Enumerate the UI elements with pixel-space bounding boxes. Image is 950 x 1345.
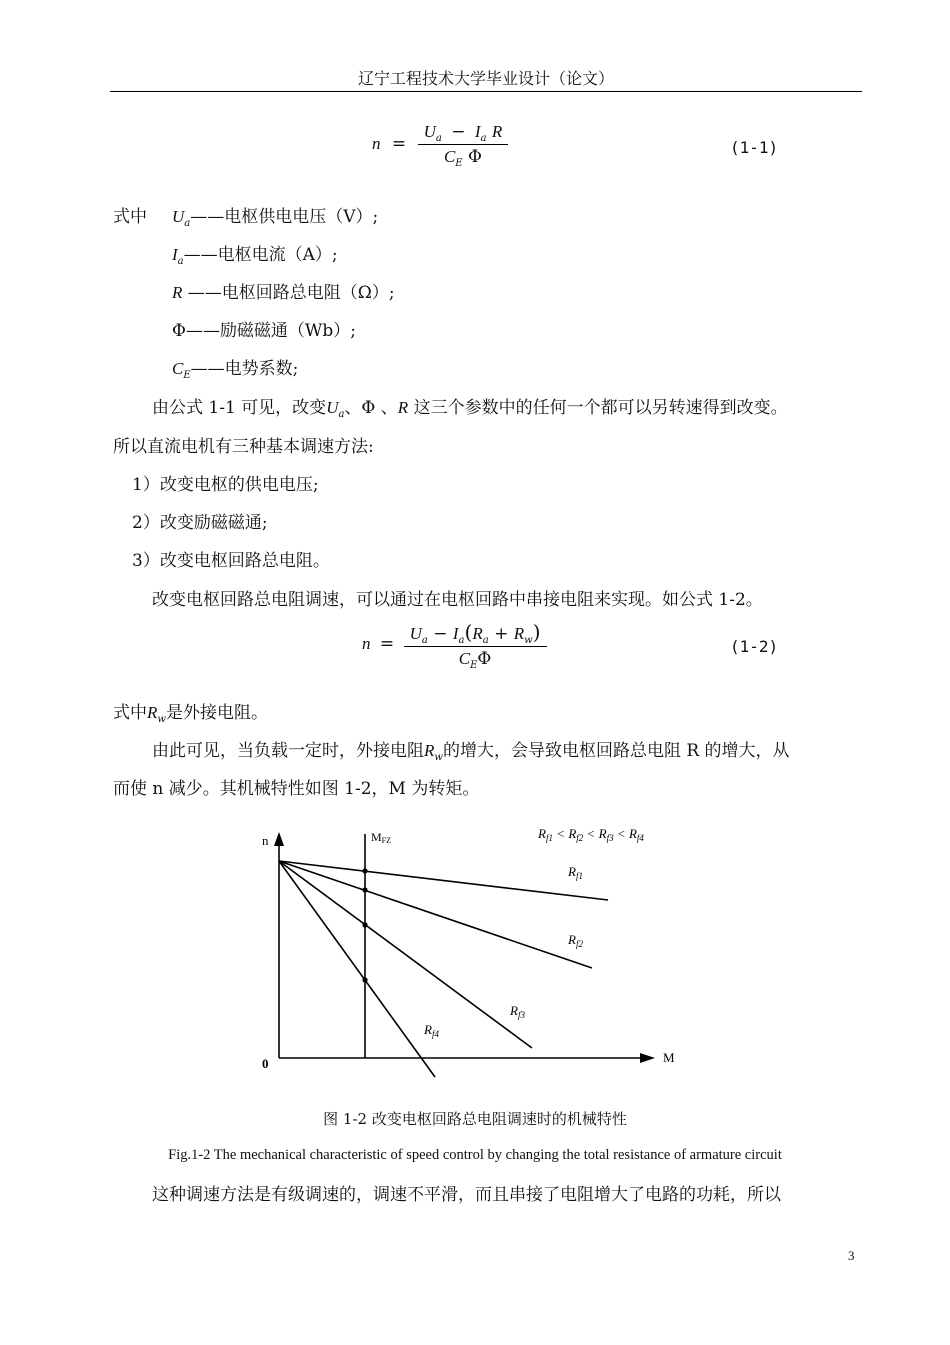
def-item-r: R ——电枢回路总电阻（Ω）;: [172, 283, 395, 303]
label-rf2: $R_{f2}$: [568, 932, 583, 949]
equation-1-2-number: (1-2): [730, 637, 779, 656]
para3-line1: 由此可见，当负载一定时，外接电阻$R_w$的增大，会导致电枢回路总电阻 R 的增大，从: [152, 741, 790, 763]
equation-1-2: n = $\frac{U_a - I_a(R_a + R_w)}{C_E\Phi}$: [362, 620, 547, 669]
operating-point-rf1: [362, 868, 367, 873]
para1-line1: 由公式 1-1 可见，改变$U_a$、Φ 、R 这三个参数中的任何一个都可以另转速得到改变。: [152, 398, 788, 420]
line-rf1: [279, 861, 608, 900]
equation-1-2-fraction: $\frac{U_a - I_a(R_a + R_w)}{C_E\Phi}$: [404, 620, 547, 669]
method-item: 2）改变励磁磁通;: [132, 513, 268, 533]
equation-1-1-fraction: $\frac{U_a - I_a R}{C_E \Phi}$: [418, 122, 509, 167]
origin-label: 0: [262, 1056, 269, 1071]
operating-point-rf3: [362, 922, 367, 927]
def-item-ia: $I_a——$电枢电流（A）;: [172, 245, 338, 267]
label-rf1: $R_{f1}$: [568, 864, 583, 881]
operating-point-rf2: [362, 887, 367, 892]
equation-1-1: n = $\frac{U_a - I_a R}{C_E \Phi}$: [372, 122, 508, 167]
y-axis-arrow: [274, 832, 284, 846]
para1-line2: 所以直流电机有三种基本调速方法:: [113, 437, 374, 457]
y-axis-label: n: [262, 833, 269, 848]
para3-line2: 而使 n 减少。其机械特性如图 1-2，M 为转矩。: [113, 779, 480, 799]
method-item: 1）改变电枢的供电电压;: [132, 475, 319, 495]
def-item-ua: $U_a——$电枢供电电压（V）;: [172, 207, 379, 229]
x-axis-label: M: [663, 1050, 675, 1065]
load-torque-label: MFZ: [371, 830, 392, 845]
resistance-relation: $R_{f1} < R_{f2} < R_{f3} < R_{f4}$: [538, 826, 644, 843]
x-axis-arrow: [640, 1053, 655, 1063]
figure-caption-cn: 图 1-2 改变电枢回路总电阻调速时的机械特性: [323, 1110, 627, 1128]
para2: 改变电枢回路总电阻调速，可以通过在电枢回路中串接电阻来实现。如公式 1-2。: [152, 590, 763, 610]
equation-1-1-number: (1-1): [730, 138, 779, 157]
para4: 这种调速方法是有级调速的，调速不平滑，而且串接了电阻增大了电路的功耗，所以: [152, 1185, 781, 1205]
def-item-phi: Φ——励磁磁通（Wb）;: [172, 321, 357, 341]
line-rf2: [279, 861, 592, 968]
line-rf3: [279, 861, 532, 1048]
method-item: 3）改变电枢回路总电阻。: [132, 551, 330, 571]
label-rf3: $R_{f3}$: [510, 1003, 525, 1020]
operating-point-rf4: [362, 977, 367, 982]
line-rf4: [279, 861, 435, 1077]
def-item-ce: $C_E——$电势系数;: [172, 359, 299, 381]
page-header: 辽宁工程技术大学毕业设计（论文）: [357, 69, 614, 88]
def-prefix: 式中: [113, 207, 147, 227]
note-rw: 式中$R_w$是外接电阻。: [113, 703, 268, 725]
page-number: 3: [848, 1248, 855, 1263]
label-rf4: $R_{f4}$: [424, 1022, 439, 1039]
figure-caption-en: Fig.1-2 The mechanical characteristic of speed control by changing the total resistance of armature circuit: [168, 1147, 782, 1163]
